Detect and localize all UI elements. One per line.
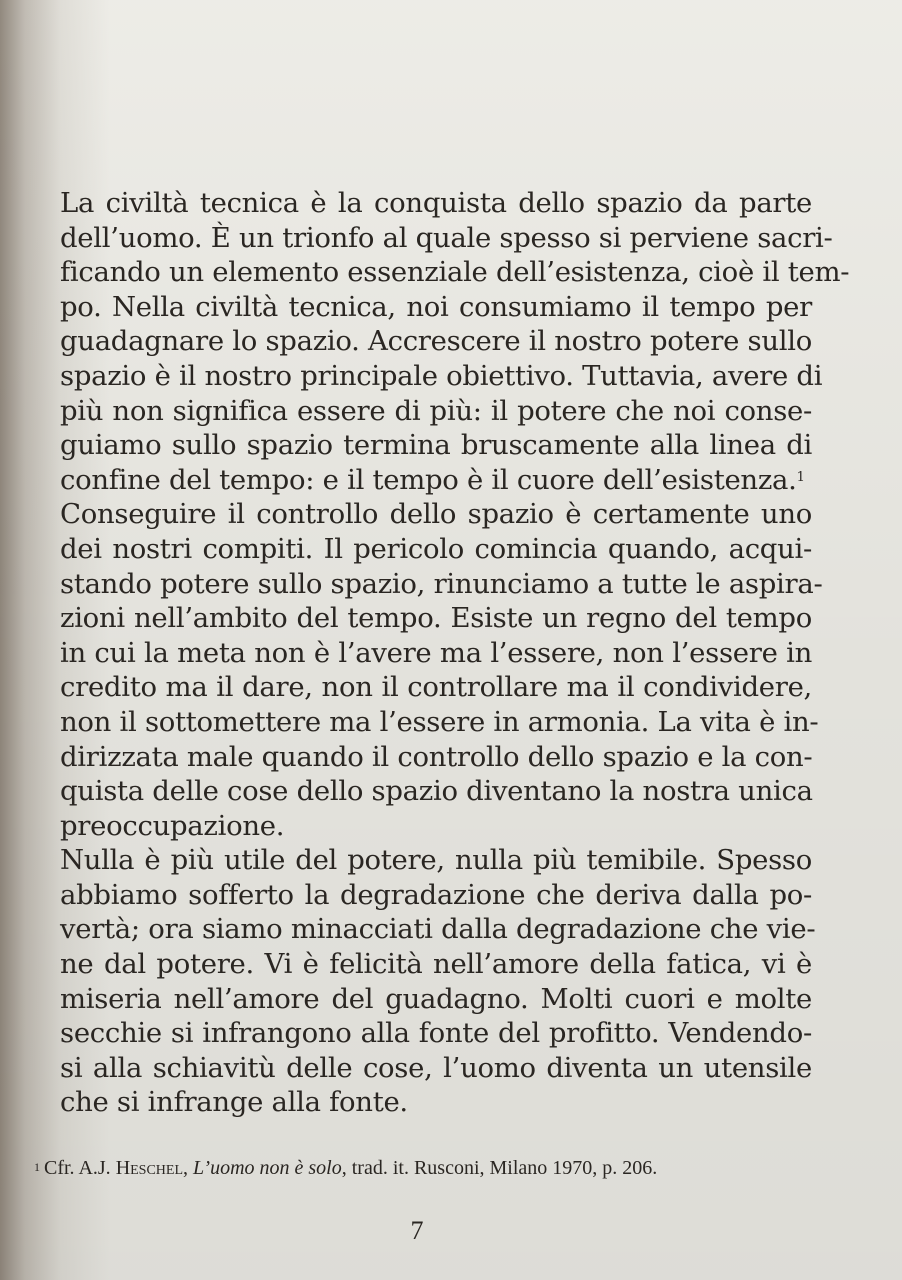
paragraph-2 xyxy=(60,497,823,843)
text-line: miseria nell’amore del guadagno. Molti cuori e molte xyxy=(60,982,812,1015)
text-line: quista delle cose dello spazio diventano la nostra unica xyxy=(60,775,813,808)
text-line: si alla schiavitù delle cose, l’uomo diventa un utensile xyxy=(60,1051,812,1084)
text-line: che si infrange alla fonte. xyxy=(60,1086,408,1119)
text-line: preoccupazione. xyxy=(60,809,285,842)
text-line: ficando un elemento essenziale dell’esistenza, cioè il tem- xyxy=(60,256,850,289)
text-line: spazio è il nostro principale obiettivo. Tuttavia, avere di xyxy=(60,359,823,392)
footnote-reference: 1 xyxy=(796,469,805,485)
footnote-rest: , trad. it. Rusconi, Milano 1970, p. 206. xyxy=(341,1157,658,1179)
text-line: secchie si infrangono alla fonte del profitto. Vendendo- xyxy=(60,1017,812,1050)
page-number: 7 xyxy=(410,1216,424,1245)
paragraph-1 xyxy=(60,186,850,497)
text-line: in cui la meta non è l’avere ma l’essere, non l’essere in xyxy=(60,636,812,669)
text-line: dirizzata male quando il controllo dello spazio e la con- xyxy=(60,740,813,773)
footnote-number: 1 xyxy=(34,1160,40,1174)
text-line: credito ma il dare, non il controllare ma il condividere, xyxy=(60,671,812,704)
text-line: guadagnare lo spazio. Accrescere il nostro potere sullo xyxy=(60,325,812,358)
text-line: Nulla è più utile del potere, nulla più temibile. Spesso xyxy=(60,844,812,877)
text-line: Conseguire il controllo dello spazio è certamente uno xyxy=(60,498,812,531)
text-line: abbiamo sofferto la degradazione che deriva dalla po- xyxy=(60,878,812,911)
text-line-last xyxy=(60,463,812,498)
text-line: dei nostri compiti. Il pericolo comincia quando, acqui- xyxy=(60,532,812,565)
text-line: guiamo sullo spazio termina bruscamente alla linea di xyxy=(60,429,812,462)
text-line: più non significa essere di più: il potere che noi conse- xyxy=(60,394,812,427)
text-line: po. Nella civiltà tecnica, noi consumiamo il tempo per xyxy=(60,290,812,323)
footnote xyxy=(34,1155,794,1181)
footnote-prefix: Cfr. A.J. xyxy=(44,1157,116,1179)
text-line: stando potere sullo spazio, rinunciamo a tutte le aspira- xyxy=(60,567,823,600)
footnote-comma: , xyxy=(183,1157,194,1179)
text-line: zioni nell’ambito del tempo. Esiste un regno del tempo xyxy=(60,602,812,635)
body-text xyxy=(60,186,850,1120)
paragraph-3 xyxy=(60,843,816,1120)
footnote-author: Heschel xyxy=(115,1157,184,1179)
text-line: ne dal potere. Vi è felicità nell’amore della fatica, vi è xyxy=(60,948,812,981)
text-line: vertà; ora siamo minacciati dalla degradazione che vie- xyxy=(60,913,816,946)
text-line: dell’uomo. È un trionfo al quale spesso si perviene sacri- xyxy=(60,221,833,254)
text-line: non il sottomettere ma l’essere in armonia. La vita è in- xyxy=(60,705,819,738)
text-line: La civiltà tecnica è la conquista dello spazio da parte xyxy=(60,187,812,219)
footnote-title: L’uomo non è solo xyxy=(193,1157,342,1179)
text-line: confine del tempo: e il tempo è il cuore dell’esistenza. xyxy=(60,463,797,496)
